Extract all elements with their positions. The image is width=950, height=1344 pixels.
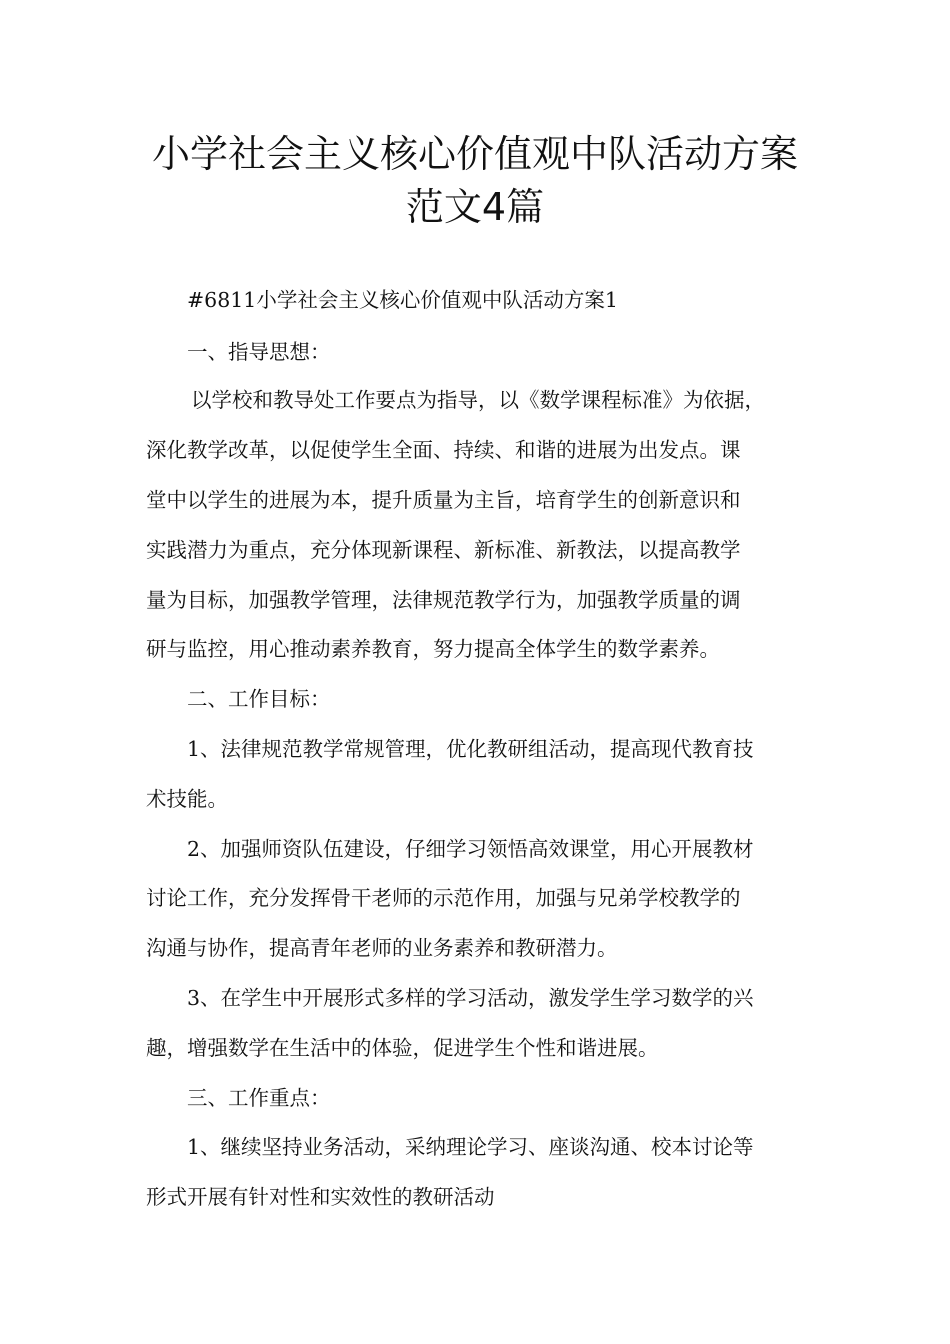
paragraph-line: 1、继续坚持业务活动，采纳理论学习、座谈沟通、校本讨论等 <box>187 1135 754 1159</box>
section-heading-work-focus: 三、工作重点： <box>187 1086 331 1110</box>
paragraph-line: 以学校和教导处工作要点为指导，以《数学课程标准》为依据， <box>191 388 765 412</box>
paragraph-line: 1、法律规范教学常规管理，优化教研组活动，提高现代教育技 <box>187 737 754 761</box>
section-heading-plan-1: #6811小学社会主义核心价值观中队活动方案1 <box>187 288 618 312</box>
paragraph-line: 量为目标，加强教学管理，法律规范教学行为，加强教学质量的调 <box>146 588 741 612</box>
paragraph-line: 讨论工作，充分发挥骨干老师的示范作用，加强与兄弟学校教学的 <box>146 886 741 910</box>
section-heading-guiding-thought: 一、指导思想： <box>187 340 331 364</box>
paragraph-line: 深化教学改革，以促使学生全面、持续、和谐的进展为出发点。课 <box>146 438 741 462</box>
paragraph-line: 术技能。 <box>146 787 228 811</box>
paragraph-line: 沟通与协作，提高青年老师的业务素养和教研潜力。 <box>146 936 618 960</box>
paragraph-line: 形式开展有针对性和实效性的教研活动 <box>146 1185 495 1209</box>
paragraph-line: 研与监控，用心推动素养教育，努力提高全体学生的数学素养。 <box>146 637 720 661</box>
document-title-line-1: 小学社会主义核心价值观中队活动方案 <box>151 132 798 176</box>
paragraph-line: 2、加强师资队伍建设，仔细学习领悟高效课堂，用心开展教材 <box>187 837 754 861</box>
paragraph-line: 堂中以学生的进展为本，提升质量为主旨，培育学生的创新意识和 <box>146 488 741 512</box>
paragraph-line: 实践潜力为重点，充分体现新课程、新标准、新教法，以提高教学 <box>146 538 741 562</box>
document-title-line-2: 范文4篇 <box>405 185 545 229</box>
paragraph-line: 趣，增强数学在生活中的体验，促进学生个性和谐进展。 <box>146 1036 659 1060</box>
section-heading-work-goals: 二、工作目标： <box>187 687 331 711</box>
paragraph-line: 3、在学生中开展形式多样的学习活动，激发学生学习数学的兴 <box>187 986 754 1010</box>
